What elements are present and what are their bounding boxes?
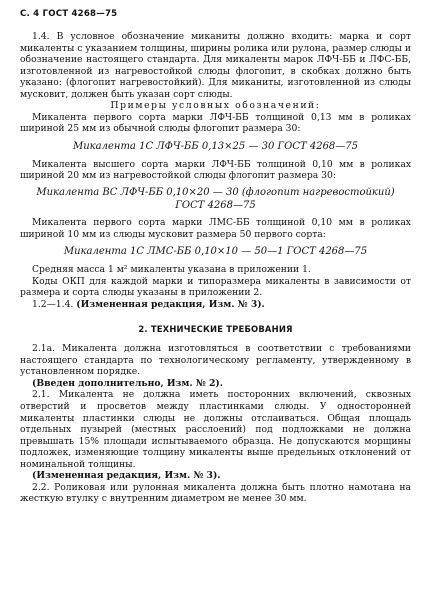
examples-title: Примеры условных обозначений:	[110, 100, 321, 112]
paragraph-1-4: 1.4. В условное обозначение миканиты должно входить: марка и сорт микаленты с указанием толщины, ширины ролика или рулона, размер слюды и обозначение настоящего стандарта. Для микаленты марок ЛФЧ-ББ и ЛФС-ББ, изготовленной из нагревостойкой слюды флогопит, в скобках должно быть указано: (флогопит нагревостойкий). Для миканиты, изготовленной из слюды мусковит, должен быть указан сорт слюды.	[20, 31, 411, 100]
example-1-description: Микалента первого сорта марки ЛФЧ-ББ толщиной 0,13 мм в роликах шириной 25 мм из обычной слюды флогопит размера 30:	[20, 111, 411, 135]
example-2-description: Микалента высшего сорта марки ЛФЧ-ББ толщиной 0,10 мм в роликах шириной 20 мм из нагревостойкой слюды флогопит размера 30:	[20, 158, 411, 182]
amendment-note-1-clauses: 1.2—1.4.	[32, 298, 74, 310]
page-header: С. 4 ГОСТ 4268—75	[20, 9, 118, 19]
mass-note: Средняя масса 1 м² микаленты указана в приложении 1.	[32, 264, 311, 276]
example-2-designation	[20, 186, 411, 212]
example-3-designation: Микалента 1С ЛМС-ББ 0,10×10 — 50—1 ГОСТ 4268—75	[63, 246, 368, 258]
example-1-designation: Микалента 1С ЛФЧ-ББ 0,13×25 — 30 ГОСТ 4268—75	[72, 140, 359, 152]
paragraph-2-1: 2.1. Микалента не должна иметь посторонних включений, сквозных отверстий и просветов между пластинками слюды. У односторонней микаленты пластинки слюды не должны отслаиваться. Общая площадь отдельных пузырей (местных расслоений) под подложками не должна превышать 15% площади испытываемого образца. Не допускаются морщины подложек, изменяющие толщину микаленты выше предельных отклонений от номинальной толщины.	[20, 389, 411, 470]
example-3-description: Микалента первого сорта марки ЛМС-ББ толщиной 0,10 мм в роликах шириной 10 мм из слюды мусковит размера 50 первого сорта:	[20, 217, 411, 240]
example-2-designation-line-1: Микалента ВС ЛФЧ-ББ 0,10×20 — 30 (флогопит нагревостойкий)	[36, 187, 395, 199]
paragraph-2-1a: 2.1а. Микалента должна изготовляться в соответствии с требованиями настоящего стандарта по технологическому регламенту, утвержденному в установленном порядке.	[20, 343, 411, 378]
amendment-note-1	[20, 299, 411, 311]
amendment-note-3: (Измененная редакция, Изм. № 3).	[32, 470, 221, 482]
example-2-designation-line-2: ГОСТ 4268—75	[175, 200, 256, 212]
paragraph-2-2: 2.2. Роликовая или рулонная микалента должна быть плотно намотана на жесткую втулку с внутренним диаметром не менее 30 мм.	[20, 481, 411, 505]
amendment-note-2: (Введен дополнительно, Изм. № 2).	[32, 377, 223, 389]
section-title: 2. ТЕХНИЧЕСКИЕ ТРЕБОВАНИЯ	[138, 324, 293, 335]
amendment-note-1-text: (Измененная редакция, Изм. № 3).	[76, 298, 265, 310]
okp-codes-note: Коды ОКП для каждой марки и типоразмера микаленты в зависимости от размера и сорта слюды указаны в приложении 2.	[20, 275, 411, 299]
